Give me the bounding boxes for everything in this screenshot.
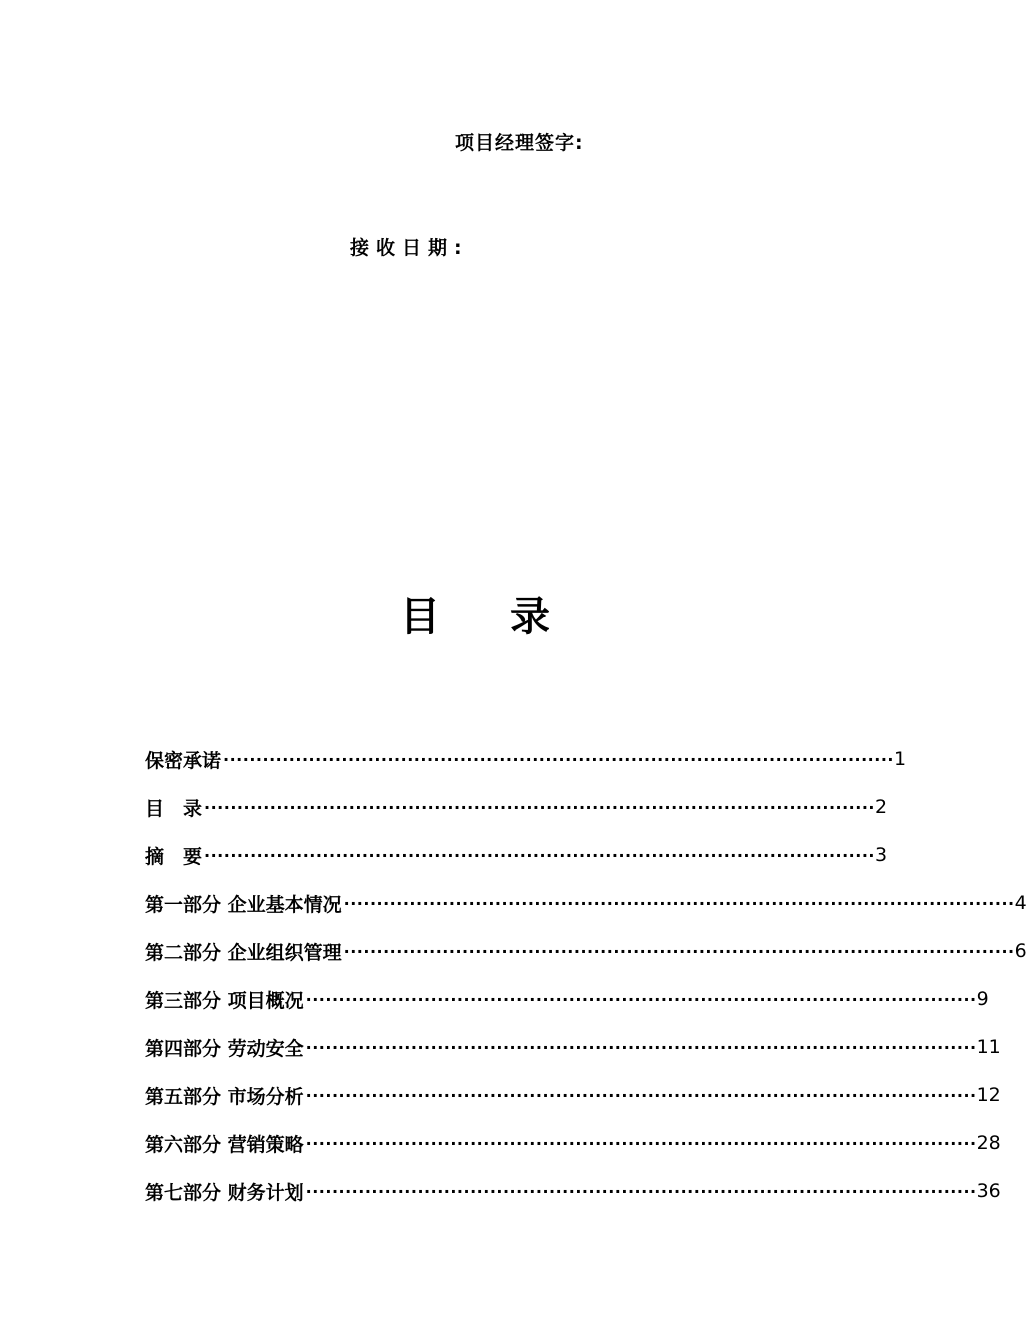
toc-entry: [145, 889, 1027, 917]
toc-leader-dots: ······································································································: [305, 1133, 977, 1153]
toc-entry-page: 36: [976, 1180, 1001, 1202]
toc-entry-page: 3: [874, 844, 888, 866]
toc-title: 目 录: [400, 594, 578, 640]
toc-entry: [145, 937, 1027, 965]
toc-leader-dots: ······································································································: [343, 893, 1015, 913]
toc-entry-label: 第一部分 企业基本情况: [145, 893, 342, 916]
toc-entry-label: 第四部分 劳动安全: [145, 1037, 304, 1060]
toc-leader-dots: ······································································································: [204, 845, 875, 865]
toc-leader-dots: ······································································································: [343, 941, 1015, 961]
toc-entry-label: 第五部分 市场分析: [145, 1085, 304, 1108]
toc-entry: [145, 1177, 1001, 1205]
toc-entry-page: 12: [976, 1084, 1001, 1106]
toc-entry-page: 28: [976, 1132, 1001, 1154]
toc-entry: [145, 985, 989, 1013]
toc-entry-page: 9: [976, 988, 989, 1010]
toc-entry-label: 第二部分 企业组织管理: [145, 941, 342, 964]
toc-entry-label: 第七部分 财务计划: [145, 1181, 304, 1204]
toc-entry: [145, 745, 907, 773]
toc-entry: [145, 793, 888, 821]
toc-entry-label: 保密承诺: [145, 749, 222, 772]
toc-entry-page: 6: [1014, 940, 1027, 962]
toc-entry-page: 2: [874, 796, 888, 818]
toc-entry-page: 4: [1014, 892, 1027, 914]
toc-entry-page: 1: [893, 748, 907, 770]
toc-leader-dots: ······································································································: [305, 1037, 977, 1057]
toc-leader-dots: ······································································································: [223, 749, 894, 769]
project-manager-signature-label: 项目经理签字:: [455, 132, 584, 154]
receipt-date-label: 接收日期:: [350, 237, 469, 259]
toc-leader-dots: ······································································································: [305, 989, 977, 1009]
toc-entry-label: 摘 要: [145, 845, 203, 868]
toc-entry: [145, 1033, 1001, 1061]
toc-entry-page: 11: [976, 1036, 1001, 1058]
toc-leader-dots: ······································································································: [305, 1085, 977, 1105]
toc-entry: [145, 1081, 1001, 1109]
toc-leader-dots: ······································································································: [305, 1181, 977, 1201]
toc-entry-label: 第三部分 项目概况: [145, 989, 304, 1012]
toc-entry: [145, 841, 888, 869]
toc-entry: [145, 1129, 1001, 1157]
toc-leader-dots: ······································································································: [204, 797, 875, 817]
toc-entry-label: 目 录: [145, 797, 203, 820]
toc-entry-label: 第六部分 营销策略: [145, 1133, 304, 1156]
